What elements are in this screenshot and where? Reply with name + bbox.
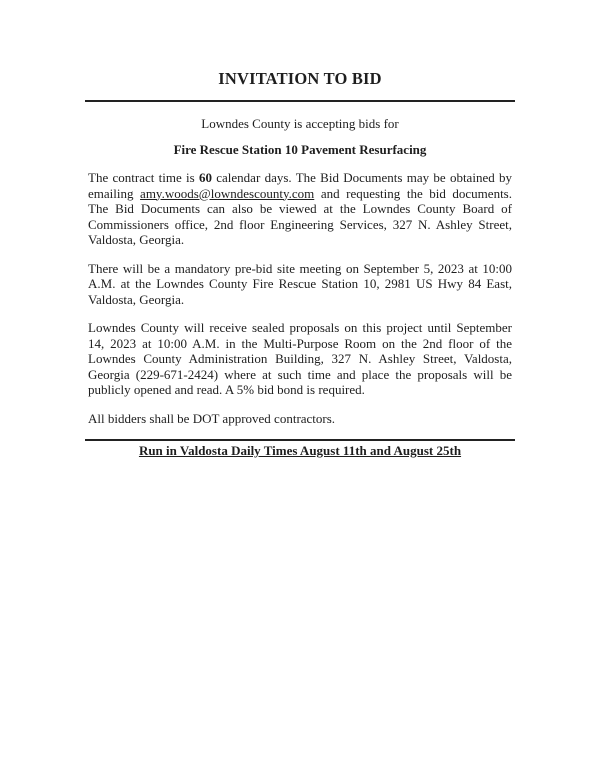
intro-line: Lowndes County is accepting bids for bbox=[201, 116, 399, 131]
contract-days-value: 60 bbox=[198, 170, 212, 185]
bottom-divider bbox=[85, 439, 515, 441]
email-link[interactable]: amy.woods@lowndescounty.com bbox=[140, 185, 315, 201]
contract-paragraph bbox=[88, 170, 512, 248]
proposals-paragraph: Lowndes County will receive sealed proposals on this project until September 14, 2023 at 10:00 A.M. in the Multi-Purpose Room on the 2nd floor of the Lowndes County Administration Building, 327 N. Ashley Street, Valdosta, Georgia (229-671-2424) where at such time and place the proposals will be publicly opened and read. A 5% bid bond is required. bbox=[88, 320, 512, 397]
document-title: INVITATION TO BID bbox=[218, 69, 382, 88]
dot-requirement-paragraph: All bidders shall be DOT approved contractors. bbox=[88, 410, 336, 426]
contract-text-2: calendar days. The Bid Documents may be obtained by emailing bbox=[88, 170, 512, 201]
contract-text-1: The contract time is bbox=[88, 170, 199, 185]
prebid-meeting-paragraph: There will be a mandatory pre-bid site meeting on September 5, 2023 at 10:00 A.M. at the Lowndes County Fire Rescue Station 10, 2981 US Hwy 84 East, Valdosta, Georgia. bbox=[88, 260, 512, 307]
project-title: Fire Rescue Station 10 Pavement Resurfacing bbox=[173, 141, 427, 157]
top-divider bbox=[85, 100, 515, 102]
footer-note: Run in Valdosta Daily Times August 11th and August 25th bbox=[138, 443, 462, 458]
contract-text-3: and requesting the bid documents. The Bid Documents can also be viewed at the Lowndes County Board of Commissioners office, 2nd floor Engineering Services, 327 N. Ashley Street, Valdosta, Georgia. bbox=[88, 185, 512, 247]
